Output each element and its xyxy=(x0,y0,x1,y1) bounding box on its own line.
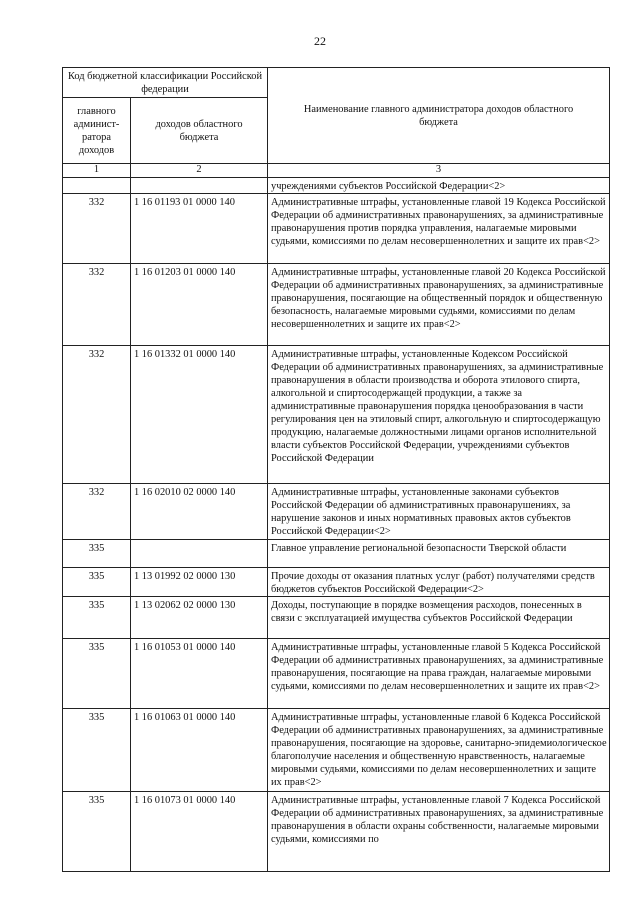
table-row xyxy=(63,264,610,346)
cell-income-code xyxy=(131,540,268,568)
cell-admin-code: 335 xyxy=(63,597,131,639)
cell-income-name: учреждениями субъектов Российской Федерации<2> xyxy=(268,178,610,194)
cell-income-name: Административные штрафы, установленные Кодексом Российской Федерации об административных правонарушениях, за административные правонарушения в области производства и оборота этилового спирта, алкогольной и спиртосодержащей продукции, а также за административные правонарушения порядка ценообразования в части регулирования цен на этиловый спирт, алкогольную и спиртосодержащую продукцию, налагаемые должностными лицами органов исполнительной власти субъектов Российской Федерации, учреждениями субъектов Российской Федерации xyxy=(268,346,610,484)
cell-income-code xyxy=(131,178,268,194)
cell-income-name: Административные штрафы, установленные главой 6 Кодекса Российской Федерации об административных правонарушениях, за административные правонарушения, посягающие на здоровье, санитарно-эпидемиологическое благополучие населения и общественную нравственность, налагаемые мировыми судьями, комиссиями по делам несовершеннолетних и защите их прав<2> xyxy=(268,709,610,792)
column-number-1: 1 xyxy=(63,164,131,178)
cell-administrator-name: Главное управление региональной безопасности Тверской области xyxy=(268,540,610,568)
cell-income-name: Административные штрафы, установленные главой 20 Кодекса Российской Федерации об административных правонарушениях, за административные правонарушения, посягающие на общественный порядок и общественную безопасность, налагаемые мировыми судьями, комиссиями по делам несовершеннолетних и защите их прав<2> xyxy=(268,264,610,346)
cell-income-name: Прочие доходы от оказания платных услуг (работ) получателями средств бюджетов субъектов Российской Федерации<2> xyxy=(268,568,610,597)
cell-income-name: Административные штрафы, установленные главой 7 Кодекса Российской Федерации об административных правонарушениях, за административные правонарушения в области охраны собственности, налагаемые мировыми судьями, комиссиями по xyxy=(268,792,610,872)
cell-admin-code: 335 xyxy=(63,639,131,709)
header-kbk-group: Код бюджетной классификации Российской федерации xyxy=(63,68,268,98)
cell-income-code: 1 16 01193 01 0000 140 xyxy=(131,194,268,264)
cell-admin-code: 332 xyxy=(63,194,131,264)
table-row xyxy=(63,639,610,709)
table-row xyxy=(63,709,610,792)
header-name-column xyxy=(268,68,610,164)
table-row xyxy=(63,194,610,264)
page-number: 22 xyxy=(314,34,326,48)
cell-income-code: 1 16 02010 02 0000 140 xyxy=(131,484,268,540)
cell-income-code: 1 16 01203 01 0000 140 xyxy=(131,264,268,346)
cell-admin-code: 335 xyxy=(63,792,131,872)
cell-income-code: 1 13 01992 02 0000 130 xyxy=(131,568,268,597)
header-income-column: доходов областного бюджета xyxy=(131,98,268,164)
cell-income-code: 1 16 01053 01 0000 140 xyxy=(131,639,268,709)
cell-income-name: Административные штрафы, установленные законами субъектов Российской Федерации об административных правонарушениях, за нарушение законов и иных нормативных правовых актов субъектов Российской Федерации<2> xyxy=(268,484,610,540)
header-name-text: Наименование главного администратора доходов областного бюджета xyxy=(303,103,574,128)
cell-admin-code xyxy=(63,178,131,194)
cell-income-name: Доходы, поступающие в порядке возмещения расходов, понесенных в связи с эксплуатацией имущества субъектов Российской Федерации xyxy=(268,597,610,639)
cell-admin-code: 332 xyxy=(63,264,131,346)
table-row xyxy=(63,597,610,639)
cell-income-code: 1 16 01073 01 0000 140 xyxy=(131,792,268,872)
cell-admin-code: 332 xyxy=(63,484,131,540)
column-number-3: 3 xyxy=(268,164,610,178)
cell-income-name: Административные штрафы, установленные главой 5 Кодекса Российской Федерации об административных правонарушениях, за административные правонарушения, посягающие на права граждан, налагаемые мировыми судьями, комиссиями по делам несовершеннолетних и защите их прав<2> xyxy=(268,639,610,709)
table-body xyxy=(63,178,610,872)
table-row xyxy=(63,568,610,597)
table-row xyxy=(63,540,610,568)
cell-admin-code: 335 xyxy=(63,568,131,597)
cell-admin-code: 335 xyxy=(63,540,131,568)
column-number-2: 2 xyxy=(131,164,268,178)
cell-admin-code: 335 xyxy=(63,709,131,792)
table-row xyxy=(63,346,610,484)
table-row xyxy=(63,484,610,540)
budget-classification-table xyxy=(62,67,610,872)
cell-income-code: 1 16 01332 01 0000 140 xyxy=(131,346,268,484)
cell-income-code: 1 16 01063 01 0000 140 xyxy=(131,709,268,792)
cell-income-name: Административные штрафы, установленные главой 19 Кодекса Российской Федерации об административных правонарушениях, за административные правонарушения против порядка управления, налагаемые мировыми судьями, комиссиями по делам несовершеннолетних и защите их прав<2> xyxy=(268,194,610,264)
cell-income-code: 1 13 02062 02 0000 130 xyxy=(131,597,268,639)
table-row xyxy=(63,792,610,872)
cell-admin-code: 332 xyxy=(63,346,131,484)
table-row xyxy=(63,178,610,194)
header-admin-column: главного админист-ратора доходов xyxy=(63,98,131,164)
